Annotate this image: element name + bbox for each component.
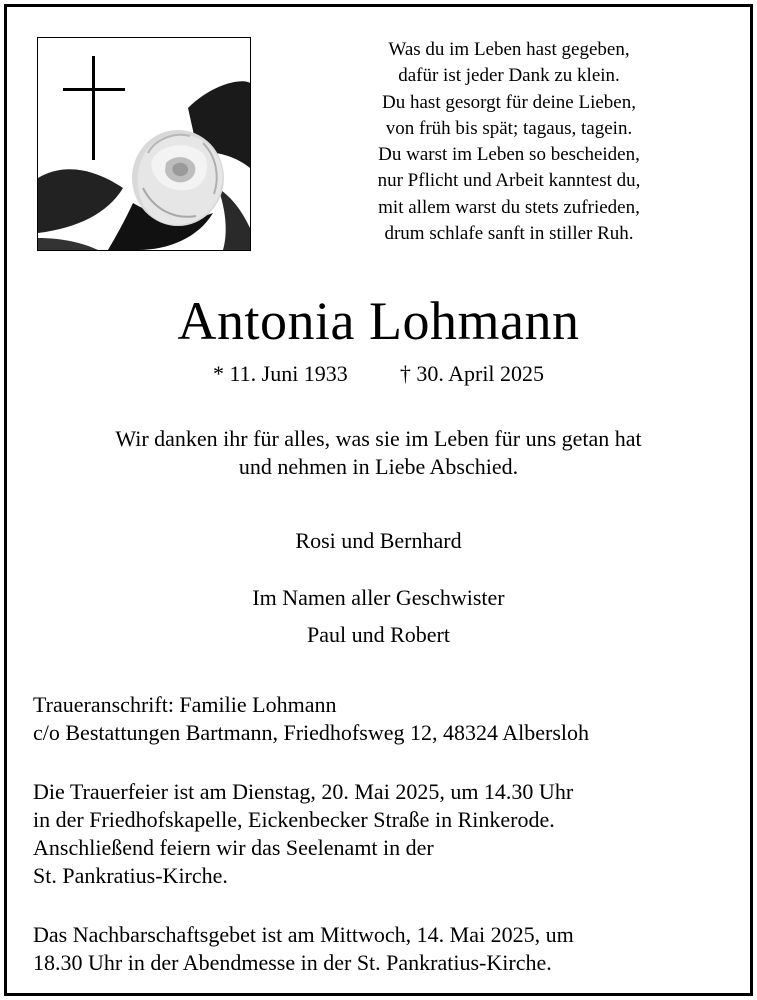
- ceremony-line: in der Friedhofskapelle, Eickenbecker Straße in Rinkerode.: [33, 807, 555, 832]
- address-line: c/o Bestattungen Bartmann, Friedhofsweg 12, 48324 Albersloh: [33, 720, 590, 745]
- poem-line: Du warst im Leben so bescheiden,: [378, 144, 640, 166]
- poem-line: mit allem warst du stets zufrieden,: [378, 196, 640, 218]
- death-date: † 30. April 2025: [399, 361, 545, 386]
- birth-date: * 11. Juni 1933: [212, 361, 348, 386]
- poem-line: Was du im Leben hast gegeben,: [388, 39, 630, 60]
- poem-line: drum schlafe sanft in stiller Ruh.: [384, 223, 634, 245]
- thanks-line: und nehmen in Liebe Abschied.: [238, 454, 519, 479]
- thanks-line: Wir danken ihr für alles, was sie im Leben für uns getan hat: [115, 426, 642, 451]
- poem-line: dafür ist jeder Dank zu klein.: [398, 65, 620, 87]
- ceremony-info: [33, 778, 743, 890]
- prayer-line: Das Nachbarschaftsgebet ist am Mittwoch, 14. Mai 2025, um: [33, 922, 574, 947]
- ceremony-line: St. Pankratius-Kirche.: [33, 863, 228, 888]
- life-dates: [7, 359, 750, 389]
- cross-rose-image: [37, 37, 251, 251]
- deceased-name: Antonia Lohmann: [177, 291, 580, 351]
- cross-icon: [38, 38, 250, 250]
- poem-line: nur Pflicht und Arbeit kanntest du,: [377, 170, 641, 192]
- address-line: Traueranschrift: Familie Lohmann: [33, 692, 337, 717]
- siblings-intro: Im Namen aller Geschwister: [252, 585, 505, 610]
- poem: [289, 37, 729, 247]
- obituary-frame: [4, 4, 753, 996]
- ceremony-line: Anschließend feiern wir das Seelenamt in der: [33, 835, 434, 860]
- prayer-info: [33, 921, 743, 977]
- poem-line: von früh bis spät; tagaus, tagein.: [385, 117, 633, 139]
- mourning-address: [33, 691, 743, 747]
- thanks-text: [7, 425, 750, 481]
- siblings-names: Paul und Robert: [307, 622, 450, 647]
- mourners-primary: Rosi und Bernhard: [295, 528, 462, 553]
- prayer-line: 18.30 Uhr in der Abendmesse in der St. Pankratius-Kirche.: [33, 950, 552, 975]
- ceremony-line: Die Trauerfeier ist am Dienstag, 20. Mai 2025, um 14.30 Uhr: [33, 779, 574, 804]
- poem-line: Du hast gesorgt für deine Lieben,: [382, 91, 636, 113]
